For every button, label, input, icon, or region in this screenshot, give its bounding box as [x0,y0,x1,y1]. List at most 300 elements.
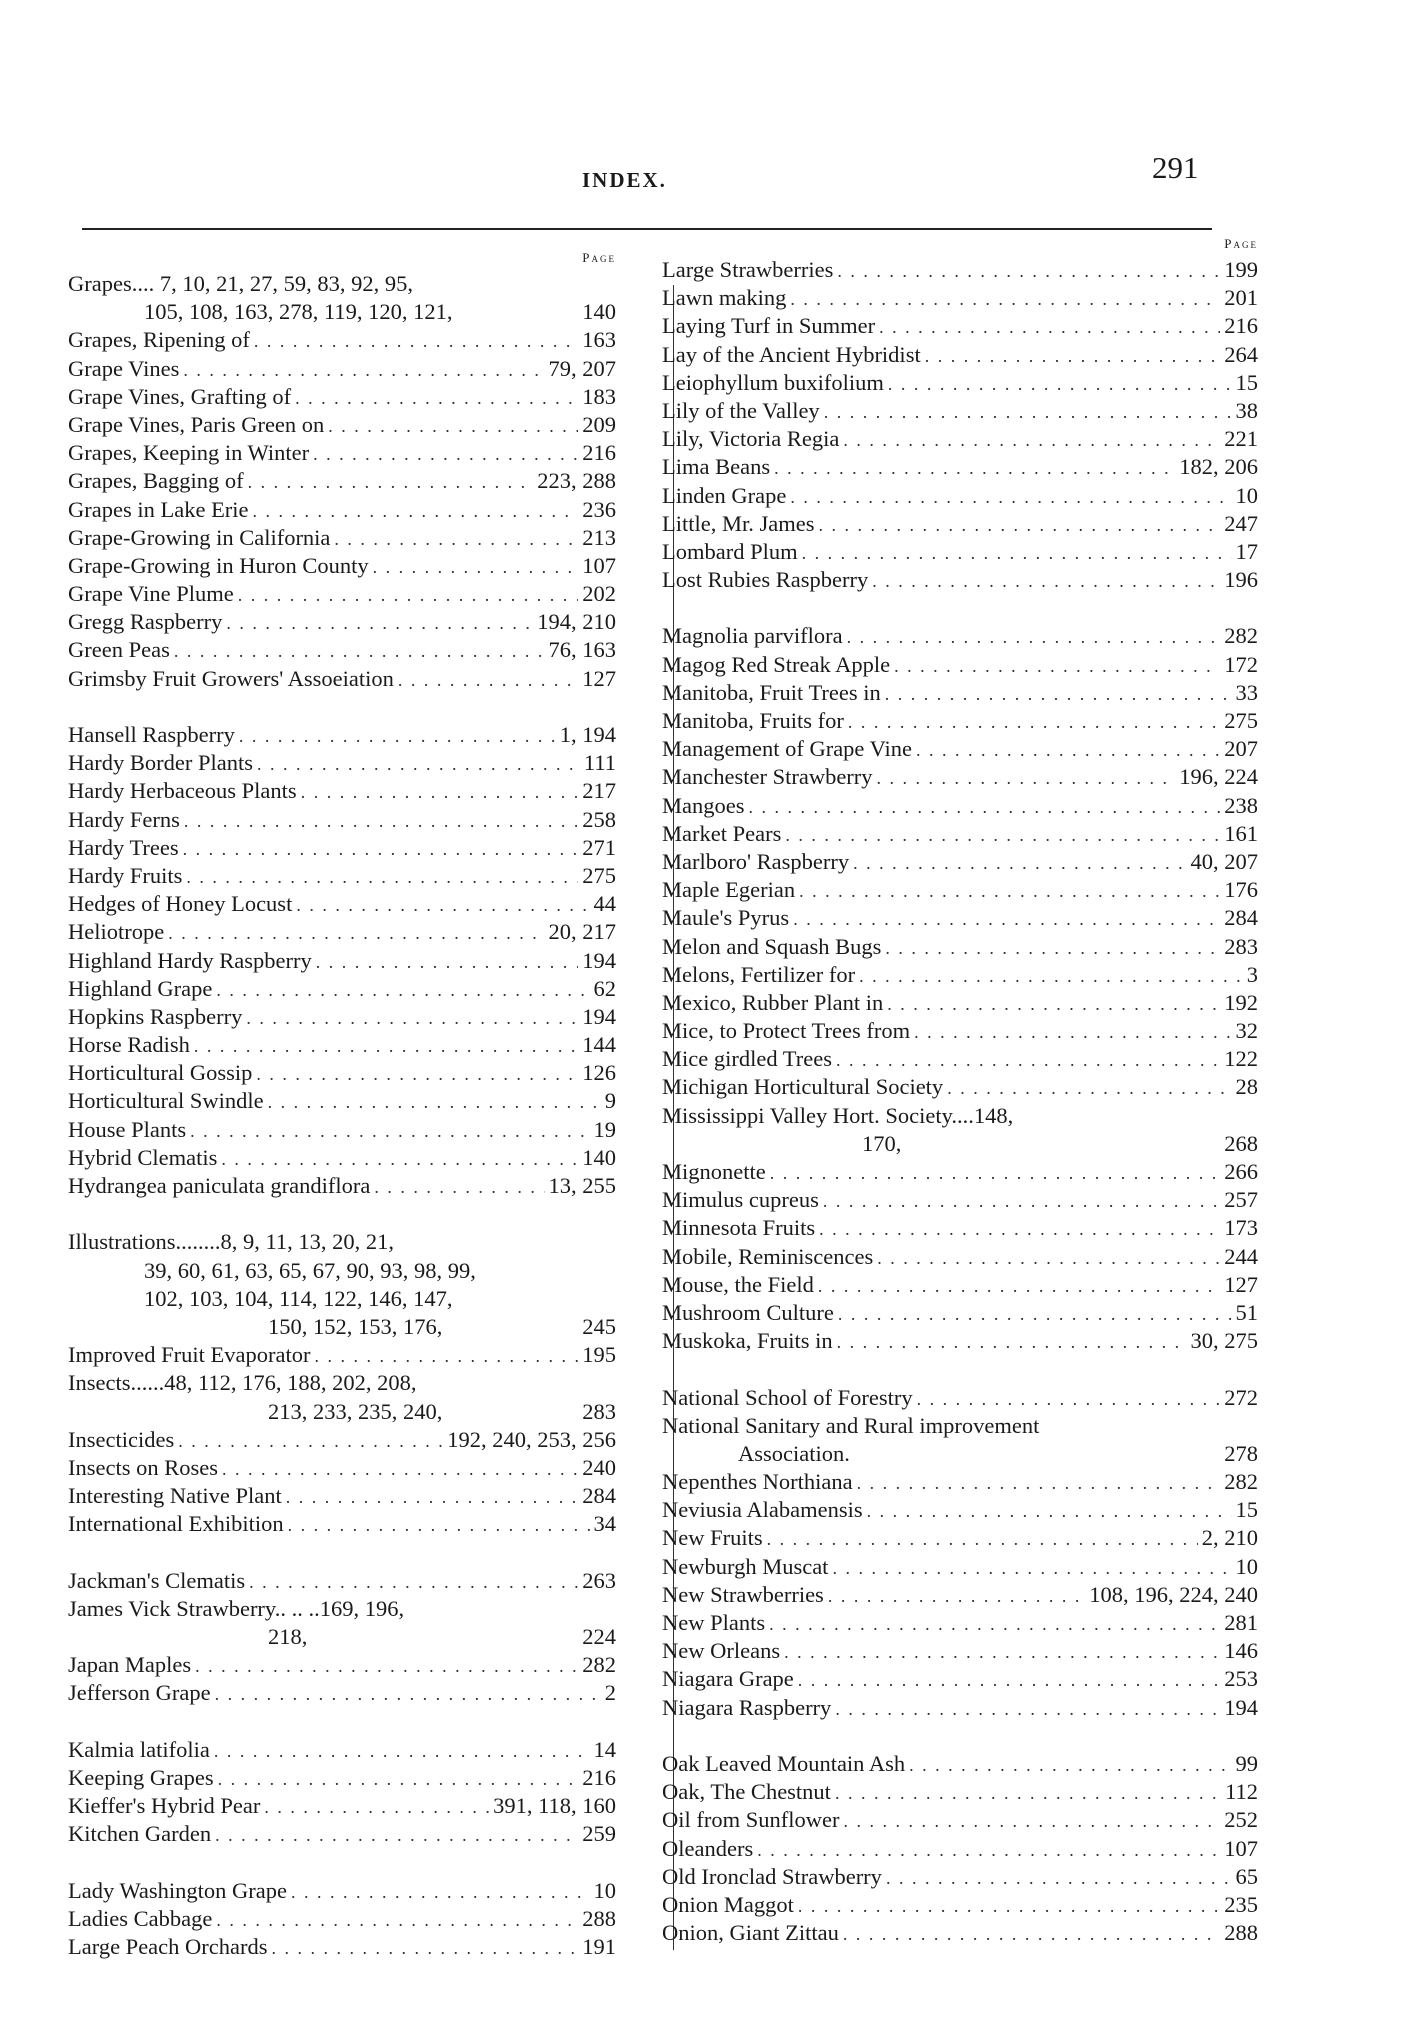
index-entry [662,622,1258,650]
dot-leader [195,1652,578,1680]
entry-term: Kalmia latifolia [68,1736,210,1762]
entry-term: New Orleans [662,1638,781,1664]
entry-term: Hardy Trees [68,834,179,860]
index-entry [662,1327,1258,1355]
entry-term: Minnesota Fruits [662,1215,816,1241]
entry-pages: 14 [593,1736,616,1762]
dot-leader [264,1793,489,1821]
entry-pages: 278 [1224,1440,1258,1466]
index-entry [68,890,616,918]
entry-term: Market Pears [662,820,782,846]
dot-leader [917,1385,1221,1413]
entry-term: Hopkins Raspberry [68,1003,243,1029]
entry-term: Hybrid Clematis [68,1144,218,1170]
dot-leader [249,1568,578,1596]
index-entry [68,496,616,524]
entry-pages: 196 [1224,567,1258,593]
index-entry [68,355,616,383]
index-entry [662,312,1258,340]
index-entry [68,975,616,1003]
entry-term: Oak, The Chestnut [662,1779,831,1805]
dot-leader [909,1751,1231,1779]
entry-pages: 263 [582,1567,616,1593]
entry-pages: 192, 240, 253, 256 [447,1426,616,1452]
entry-term: 170, [862,1130,902,1156]
dot-leader [838,1300,1232,1328]
dot-leader [847,623,1221,651]
entry-pages: 51 [1235,1299,1258,1325]
index-entry [662,1271,1258,1299]
dot-leader [784,1638,1220,1666]
index-entry [68,1369,616,1397]
entry-term: Grape Vines, Paris Green on [68,411,325,437]
index-entry [662,1891,1258,1919]
dot-leader [887,990,1220,1018]
dot-leader [872,567,1220,595]
entry-term: Lily, Victoria Regia [662,426,840,452]
dot-leader [215,1821,578,1849]
index-entry [68,1144,616,1172]
index-entry [662,1835,1258,1863]
entry-pages: 258 [582,806,616,832]
index-entry [68,580,616,608]
entry-term: Grimsby Fruit Growers' Assoeiation [68,665,394,691]
index-column-left [68,245,616,1961]
entry-pages: 207 [1224,736,1258,762]
entry-term: Lost Rubies Raspberry [662,567,869,593]
dot-leader [246,1004,578,1032]
entry-pages: 194 [582,1003,616,1029]
entry-term: Lily of the Valley [662,397,820,423]
entry-term: Grapes, Keeping in Winter [68,440,310,466]
dot-leader [221,1145,578,1173]
entry-term: Heliotrope [68,919,165,945]
index-entry [662,1750,1258,1778]
index-entry [68,1651,616,1679]
entry-pages: 224 [582,1624,616,1649]
index-entry [662,848,1258,876]
index-entry [68,1792,616,1820]
entry-term: Mice girdled Trees [662,1046,832,1072]
index-entry [68,608,616,636]
index-entry [68,749,616,777]
dot-leader [916,736,1220,764]
index-entry [68,665,616,693]
index-entry [68,1003,616,1031]
entry-term: Leiophyllum buxifolium [662,369,884,395]
entry-pages: 10 [1235,482,1258,508]
entry-term: Lay of the Ancient Hybridist [662,341,921,367]
entry-term: Manitoba, Fruit Trees in [662,679,881,705]
entry-pages: 163 [582,327,616,353]
dot-leader [785,821,1220,849]
entry-term: Hardy Ferns [68,806,180,832]
entry-term: Maple Egerian [662,877,796,903]
section-gap [68,1200,616,1228]
entry-pages: 62 [593,975,616,1001]
entry-term: Grape Vines [68,355,180,381]
entry-term: Hansell Raspberry [68,722,235,747]
entry-term: 213, 233, 235, 240, [268,1398,443,1424]
entry-pages: 391, 118, 160 [493,1793,616,1819]
entry-pages: 195 [582,1342,616,1368]
index-entry [662,763,1258,791]
entry-pages: 216 [1224,313,1258,339]
entry-term: New Strawberries [662,1581,824,1607]
entry-term: Management of Grape Vine [662,736,913,762]
dot-leader [295,384,578,412]
index-entry [662,1073,1258,1101]
entry-pages: 217 [582,778,616,804]
entry-term: Grape-Growing in Huron County [68,552,369,578]
index-entry [68,1905,616,1933]
dot-leader [835,1779,1221,1807]
dot-leader [947,1074,1231,1102]
index-entry [662,284,1258,312]
entry-term: Mushroom Culture [662,1299,834,1325]
entry-term: Michigan Horticultural Society [662,1074,944,1100]
entry-pages: 236 [582,496,616,522]
dot-leader [843,1807,1220,1835]
index-entry [68,1059,616,1087]
entry-pages: 272 [1224,1384,1258,1410]
entry-pages: 76, 163 [548,637,616,663]
entry-pages: 32 [1235,1018,1258,1044]
dot-leader [823,1187,1220,1215]
index-entry [662,369,1258,397]
entry-pages: 182, 206 [1179,454,1258,480]
entry-term: Highland Hardy Raspberry [68,947,312,973]
entry-term: National Sanitary and Rural improvement [662,1412,1040,1438]
index-entry [68,552,616,580]
entry-term: House Plants [68,1116,187,1142]
entry-term: Improved Fruit Evaporator [68,1342,311,1368]
index-entry [662,1186,1258,1214]
entry-term: Grape-Growing in California [68,524,331,550]
entry-pages: 194 [1224,1694,1258,1720]
index-entry [662,1017,1258,1045]
dot-leader [914,1018,1231,1046]
entry-pages: 288 [1224,1920,1258,1946]
dot-leader [168,919,544,947]
entry-pages: 282 [582,1652,616,1678]
entry-term: Highland Grape [68,975,213,1001]
index-entry [68,777,616,805]
index-entry [68,1257,616,1285]
index-entry [68,1679,616,1707]
index-entry [662,510,1258,538]
entry-term: Mignonette [662,1159,766,1184]
entry-pages: 40, 207 [1190,848,1258,874]
index-entry [68,1736,616,1764]
entry-pages: 192 [1224,989,1258,1015]
entry-term: Laying Turf in Summer [662,313,876,339]
index-entry [68,1454,616,1482]
dot-leader [818,511,1220,539]
entry-pages: 2, 210 [1201,1525,1258,1551]
entry-term: 150, 152, 153, 176, [268,1313,443,1339]
entry-pages: 30, 275 [1190,1328,1258,1354]
dot-leader [879,313,1220,341]
dot-leader [843,1920,1220,1948]
entry-pages: 235 [1224,1891,1258,1917]
entry-pages: 275 [582,862,616,888]
dot-leader [288,1511,590,1539]
entry-term: Oil from Sunflower [662,1807,840,1833]
dot-leader [925,342,1221,370]
dot-leader [256,1060,578,1088]
entry-pages: 15 [1235,369,1258,395]
index-entry [662,453,1258,481]
dot-leader [190,1117,589,1145]
index-entry [68,1228,616,1256]
dot-leader [859,962,1243,990]
entry-term: Melon and Squash Bugs [662,933,882,959]
entry-pages: 140 [582,1144,616,1170]
index-entry [662,1214,1258,1242]
index-entry [68,1877,616,1905]
entry-term: Mice, to Protect Trees from [662,1018,911,1044]
index-entry [662,397,1258,425]
entry-term: Mexico, Rubber Plant in [662,989,884,1015]
entry-term: 39, 60, 61, 63, 65, 67, 90, 93, 98, 99, [144,1257,476,1283]
entry-term: Insects......48, 112, 176, 188, 202, 208, [68,1370,417,1396]
index-entry [662,1553,1258,1581]
entry-list [68,270,616,1961]
entry-term: Insecticides [68,1426,175,1452]
dot-leader [790,285,1220,313]
dot-leader [314,1342,578,1370]
dot-leader [239,722,556,750]
index-entry [68,411,616,439]
entry-term: Melons, Fertilizer for [662,961,856,987]
index-entry [662,256,1258,284]
index-entry [68,326,616,354]
entry-term: Lawn making [662,285,787,311]
entry-term: Manitoba, Fruits for [662,708,844,733]
dot-leader [286,1483,579,1511]
entry-pages: 173 [1224,1215,1258,1241]
index-entry [662,1609,1258,1637]
dot-leader [398,666,578,694]
dot-leader [301,778,579,806]
index-entry [68,1172,616,1200]
entry-pages: 245 [582,1313,616,1339]
dot-leader [248,468,534,496]
index-entry [662,1665,1258,1693]
entry-list [662,256,1258,1947]
entry-pages: 112 [1225,1779,1258,1805]
index-entry [662,341,1258,369]
dot-leader [757,1836,1220,1864]
dot-leader [818,1272,1220,1300]
dot-leader [802,539,1232,567]
dot-leader [214,1737,590,1765]
dot-leader [296,891,589,919]
entry-pages: 216 [582,1764,616,1790]
entry-pages: 34 [593,1511,616,1537]
index-entry [662,1637,1258,1665]
index-entry [68,439,616,467]
dot-leader [877,1244,1220,1272]
entry-pages: 33 [1235,679,1258,705]
entry-pages: 216 [582,440,616,466]
index-entry [68,1031,616,1059]
dot-leader [222,1455,578,1483]
index-entry [68,1285,616,1313]
entry-term: Little, Mr. James [662,510,815,536]
entry-term: International Exhibition [68,1511,284,1537]
entry-pages: 9 [604,1088,616,1114]
entry-term: Grape Vines, Grafting of [68,383,292,409]
entry-term: Hardy Fruits [68,862,183,888]
entry-pages: 65 [1235,1863,1258,1889]
entry-pages: 282 [1224,1469,1258,1495]
entry-term: Old Ironclad Strawberry [662,1863,882,1889]
entry-term: Grape Vine Plume [68,581,234,607]
dot-leader [819,1215,1220,1243]
entry-term: 105, 108, 163, 278, 119, 120, 121, [144,299,453,325]
dot-leader [798,1666,1220,1694]
index-entry [662,933,1258,961]
entry-pages: 283 [582,1398,616,1424]
entry-pages: 15 [1235,1497,1258,1523]
entry-pages: 122 [1224,1046,1258,1072]
entry-term: Maule's Pyrus [662,905,790,931]
dot-leader [824,398,1232,426]
entry-term: Insects on Roses [68,1454,218,1480]
entry-pages: 238 [1224,792,1258,818]
dot-leader [790,483,1231,511]
entry-pages: 107 [582,552,616,578]
entry-pages: 275 [1224,708,1258,733]
index-entry [662,1243,1258,1271]
dot-leader [272,1934,579,1962]
dot-leader [183,835,579,863]
dot-leader [832,1554,1231,1582]
index-entry [662,1412,1258,1440]
index-entry [662,1863,1258,1891]
entry-pages: 196, 224 [1179,764,1258,790]
section-gap [68,1538,616,1566]
entry-pages: 183 [582,383,616,409]
index-column-right [662,231,1258,1947]
entry-term: Horticultural Gossip [68,1060,253,1086]
dot-leader [888,370,1232,398]
dot-leader [184,807,578,835]
index-entry [662,1806,1258,1834]
entry-pages: 107 [1224,1835,1258,1861]
dot-leader [848,708,1220,736]
entry-term: Keeping Grapes [68,1764,214,1790]
entry-term: Muskoka, Fruits in [662,1328,833,1354]
index-entry [68,721,616,749]
index-entry [68,1341,616,1369]
entry-term: Large Strawberries [662,257,834,282]
dot-leader [194,1032,578,1060]
entry-term: Magog Red Streak Apple [662,651,891,677]
entry-term: Large Peach Orchards [68,1934,268,1960]
index-entry [68,636,616,664]
index-entry [662,1496,1258,1524]
entry-pages: 201 [1224,285,1258,311]
entry-pages: 10 [593,1877,616,1903]
entry-pages: 264 [1224,341,1258,367]
index-entry [662,1384,1258,1412]
entry-pages: 194 [582,947,616,973]
entry-pages: 281 [1224,1610,1258,1635]
index-entry [662,792,1258,820]
index-entry [68,1933,616,1961]
index-entry [662,1130,1258,1158]
index-entry [68,298,616,326]
entry-pages: 17 [1235,538,1258,564]
dot-leader [767,1525,1198,1553]
dot-leader [254,327,578,355]
entry-term: Hydrangea paniculata grandiflora [68,1173,371,1198]
dot-leader [894,652,1220,680]
dot-leader [238,581,579,609]
entry-pages: 266 [1224,1159,1258,1184]
index-entry [68,1116,616,1144]
index-entry [68,1595,616,1623]
entry-term: Mouse, the Field [662,1271,814,1297]
index-entry [662,1524,1258,1552]
dot-leader [174,637,545,665]
entry-pages: 111 [583,750,616,776]
entry-term: Niagara Grape [662,1666,794,1692]
dot-leader [798,1892,1220,1920]
entry-pages: 221 [1224,426,1258,452]
entry-term: Mobile, Reminiscences [662,1243,874,1269]
section-gap [662,1722,1258,1750]
section-gap [662,1355,1258,1383]
dot-leader [837,1328,1187,1356]
entry-pages: 44 [593,891,616,917]
entry-term: Mississippi Valley Hort. Society....148, [662,1102,1014,1128]
index-entry [662,989,1258,1017]
dot-leader [186,863,578,891]
index-entry [68,1426,616,1454]
index-entry [662,820,1258,848]
entry-term: Mangoes [662,792,745,818]
entry-term: Onion, Giant Zittau [662,1920,839,1946]
entry-pages: 199 [1224,257,1258,282]
dot-leader [291,1878,590,1906]
entry-term: Magnolia parviflora [662,623,843,649]
dot-leader [793,905,1220,933]
index-entry [662,1581,1258,1609]
index-entry [662,876,1258,904]
section-gap [662,594,1258,622]
dot-leader [837,257,1220,285]
index-entry [68,1313,616,1341]
entry-pages: 240 [582,1454,616,1480]
entry-pages: 268 [1224,1130,1258,1156]
entry-pages: 282 [1224,623,1258,649]
dot-leader [253,497,579,525]
dot-leader [328,412,578,440]
dot-leader [216,1906,578,1934]
entry-term: Niagara Raspberry [662,1694,832,1720]
entry-term: Interesting Native Plant [68,1483,282,1509]
dot-leader [867,1497,1232,1525]
dot-leader [218,1765,579,1793]
index-entry [68,947,616,975]
dot-leader [774,454,1175,482]
entry-term: National School of Forestry [662,1384,913,1410]
entry-term: Horticultural Swindle [68,1088,264,1114]
